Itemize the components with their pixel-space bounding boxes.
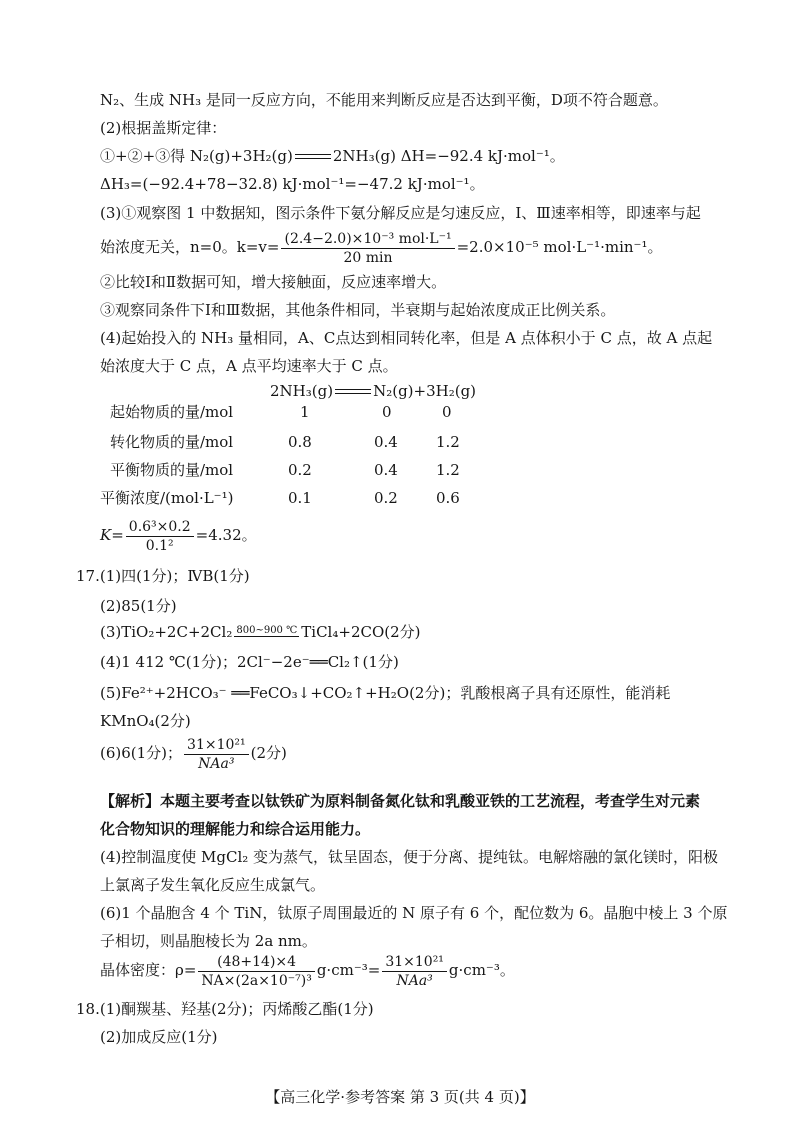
equation-line bbox=[100, 146, 565, 166]
reaction-condition: 800~900 ℃ bbox=[234, 626, 299, 641]
analysis-heading: 【解析】本题主要考查以钛铁矿为原料制备氮化钛和乳酸亚铁的工艺流程，考查学生对元素 bbox=[100, 792, 701, 810]
text-line: 子相切，则晶胞棱长为 2a nm。 bbox=[100, 932, 317, 950]
text-line: (2)85(1分) bbox=[100, 597, 177, 615]
equilibrium-arrow-icon bbox=[295, 153, 331, 161]
text-line: (4)起始投入的 NH₃ 量相同，A、C点达到相同转化率，但是 A 点体积小于 C 点，故 A 点起 bbox=[100, 329, 713, 347]
answer-fraction-line: (6)6(1分)； $\frac{\text{31×10²¹}}{\text{NAa³}}$ (2分) bbox=[100, 736, 287, 772]
equation-right: 2NH₃(g) ΔH=−92.4 kJ·mol⁻¹。 bbox=[332, 147, 565, 165]
equation-left: ①+②+③得 N₂(g)+3H₂(g) bbox=[100, 147, 293, 165]
text-line: (3)①观察图 1 中数据知，图示条件下氨分解反应是匀速反应，Ⅰ、Ⅲ速率相等，即速率与起 bbox=[100, 204, 701, 222]
text-line: N₂、生成 NH₃ 是同一反应方向，不能用来判断反应是否达到平衡，D项不符合题意。 bbox=[100, 91, 668, 109]
analysis-heading-cont: 化合物知识的理解能力和综合运用能力。 bbox=[100, 820, 371, 838]
reaction-equation: 2NH₃(g) N₂(g)+3H₂(g) bbox=[270, 382, 477, 400]
text-line: (6)1 个晶胞含 4 个 TiN，钛原子周围最近的 N 原子有 6 个，配位数为 6。晶胞中棱上 3 个原 bbox=[100, 904, 728, 922]
answer-fraction: $\frac{\text{31×10²¹}}{\text{NAa³}}$ bbox=[184, 736, 249, 773]
density-fraction-2: $\frac{\text{31×10²¹}}{\text{NAa³}}$ bbox=[382, 953, 447, 990]
density-line: 晶体密度：ρ= $\frac{(48+14)\times 4}{\text{NA×(2a×10⁻⁷)³}}$ g·cm⁻³= $\frac{\text{31×10²¹}}{\text{NAa³}}$ g·cm⁻³。 bbox=[100, 953, 515, 989]
question-18-line: 18.(1)酮羰基、羟基(2分)；丙烯酸乙酯(1分) bbox=[76, 1000, 374, 1018]
text-line: 上氯离子发生氧化反应生成氯气。 bbox=[100, 876, 326, 894]
text-line: (4)1 412 ℃(1分)；2Cl⁻−2e⁻══Cl₂↑(1分) bbox=[100, 653, 399, 671]
question-17-line: 17.(1)四(1分)；ⅣB(1分) bbox=[76, 567, 250, 585]
text-line: (4)控制温度使 MgCl₂ 变为蒸气，钛呈固态，便于分离、提纯钛。电解熔融的氯化镁时，阳极 bbox=[100, 848, 719, 866]
text-line: (2)根据盖斯定律： bbox=[100, 119, 227, 137]
equilibrium-arrow-icon bbox=[335, 388, 371, 396]
equilibrium-constant-line: K= $\frac{\text{0.6³×0.2}}{\text{0.1²}}$ =4.32。 bbox=[100, 518, 257, 554]
rate-equation-line: 始浓度无关，n=0。k=v= $\frac{\text{(2.4−2.0)×10⁻³ mol·L⁻¹}}{20 \min}$ =2.0×10⁻⁵ mol·L⁻¹·min⁻¹。 bbox=[100, 230, 663, 266]
text-line: ③观察同条件下Ⅰ和Ⅲ数据，其他条件相同，半衰期与起始浓度成正比例关系。 bbox=[100, 301, 616, 319]
text-line: ②比较Ⅰ和Ⅱ数据可知，增大接触面，反应速率增大。 bbox=[100, 273, 447, 291]
text-line: (2)加成反应(1分) bbox=[100, 1028, 218, 1046]
text-line: KMnO₄(2分) bbox=[100, 712, 191, 730]
text-line: 始浓度大于 C 点，A 点平均速率大于 C 点。 bbox=[100, 357, 398, 375]
rate-fraction: $\frac{\text{(2.4−2.0)×10⁻³ mol·L⁻¹}}{20 \min}$ bbox=[281, 230, 454, 267]
page-footer: 【高三化学·参考答案 第 3 页(共 4 页)】 bbox=[265, 1088, 535, 1106]
reaction-line: (3)TiO₂+2C+2Cl₂ 800~900 ℃ TiCl₄+2CO(2分) bbox=[100, 623, 421, 641]
answer-page: N₂、生成 NH₃ 是同一反应方向，不能用来判断反应是否达到平衡，D项不符合题意。 (2)根据盖斯定律： ①+②+③得 N₂(g)+3H₂(g) 2NH₃(g) ΔH=−92.4 kJ·mol⁻¹。 ΔH₃=(−92.4+78−32.8) kJ·mol⁻¹=−47.2 kJ·mol⁻¹。 (3)①观察图 1 中数据知，图示条件下氨分解反应是匀速反应，Ⅰ、Ⅲ速率相等，即速率与起 始浓度无关，n=0。k=v= $\frac{\text{(2.4−2.0)×10⁻³ mol·L⁻¹}}{20 \min}$ =2.0×10⁻⁵ mol·L⁻¹·min⁻¹。 ②比较Ⅰ和Ⅱ数据可知，增大接触面，反应速率增大。 ③观察同条件下Ⅰ和Ⅲ数据，其他条件相同，半衰期与起始浓度成正比例关系。 (4)起始投入的 NH₃ 量相同，A、C点达到相同转化率，但是 A 点体积小于 C 点，故 A 点起 始浓度大于 C 点，A 点平均速率大于 C 点。 2NH₃(g) N₂(g)+3H₂(g) 起始物质的量/mol 1 0 0 转化物质的量/mol 0.8 0.4 1.2 平衡物质的量/mol 0.2 0.4 1.2 平衡浓度/(mol·L⁻¹) 0.1 0.2 0.6 K= $\frac{\text{0.6³×0.2}}{\text{0.1²}}$ =4.32。 17.(1)四(1分)；ⅣB(1分) (2)85(1分) (3)TiO₂+2C+2Cl₂ 800~900 ℃ TiCl₄+2CO(2分) (4)1 412 ℃(1分)；2Cl⁻−2e⁻══Cl₂↑(1分) (5)Fe²⁺+2HCO₃⁻ ══FeCO₃↓+CO₂↑+H₂O(2分)；乳酸根离子具有还原性，能消耗 KMnO₄(2分) (6)6(1分)； $\frac{\text{31×10²¹}}{\text{NAa³}}$ (2分) 【解析】本题主要考查以钛铁矿为原料制备氮化钛和乳酸亚铁的工艺流程，考查学生对元素 化合物知识的理解能力和综合运用能力。 (4)控制温度使 MgCl₂ 变为蒸气，钛呈固态，便于分离、提纯钛。电解熔融的氯化镁时，阳极 上氯离子发生氧化反应生成氯气。 (6)1 个晶胞含 4 个 TiN，钛原子周围最近的 N 原子有 6 个，配位数为 6。晶胞中棱上 3 个原 子相切，则晶胞棱长为 2a nm。 晶体密度：ρ= $\frac{(48+14)\times 4}{\text{NA×(2a×10⁻⁷)³}}$ g·cm⁻³= $\frac{\text{31×10²¹}}{\text{NAa³}}$ g·cm⁻³。 18.(1)酮羰基、羟基(2分)；丙烯酸乙酯(1分) (2)加成反应(1分) 【高三化学·参考答案 第 3 页(共 4 页)】 bbox=[0, 0, 800, 1130]
k-fraction: $\frac{\text{0.6³×0.2}}{\text{0.1²}}$ bbox=[126, 518, 194, 555]
text-line: ΔH₃=(−92.4+78−32.8) kJ·mol⁻¹=−47.2 kJ·mol⁻¹。 bbox=[100, 175, 485, 193]
density-fraction: $\frac{(48+14)\times 4}{\text{NA×(2a×10⁻⁷)³}}$ bbox=[198, 953, 314, 990]
text-line: (5)Fe²⁺+2HCO₃⁻ ══FeCO₃↓+CO₂↑+H₂O(2分)；乳酸根离子具有还原性，能消耗 bbox=[100, 684, 671, 702]
